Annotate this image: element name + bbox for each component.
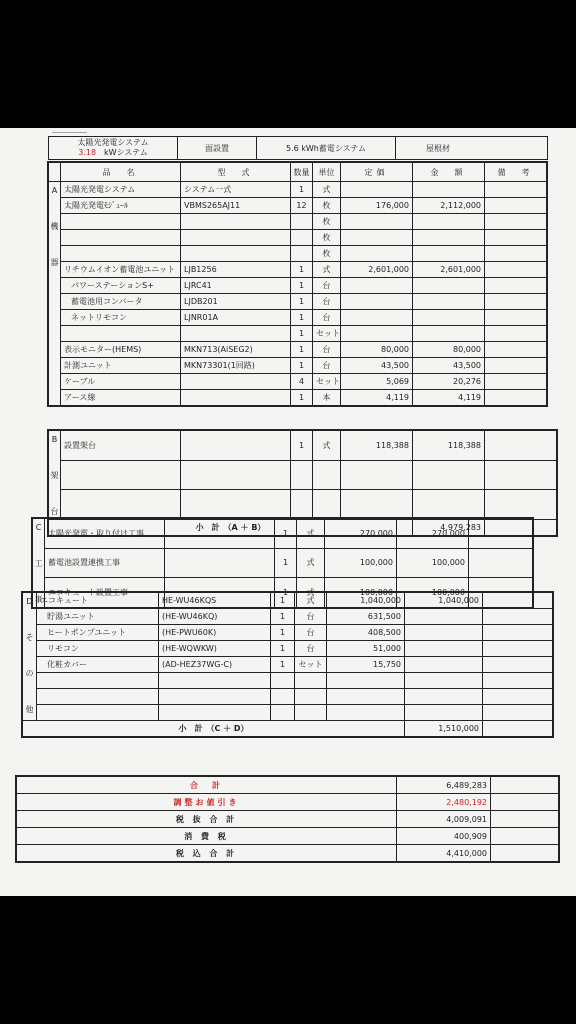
subtotal-value: 4,979,283	[413, 520, 485, 536]
table-row	[49, 390, 547, 406]
table-row	[23, 609, 553, 625]
system-header	[48, 136, 548, 160]
item-name	[61, 246, 181, 262]
table-row	[49, 262, 547, 278]
item-name: エコキュート設置工事	[45, 578, 165, 608]
item-unit: 台	[295, 625, 327, 641]
item-price	[341, 246, 413, 262]
item-price	[341, 326, 413, 342]
item-name	[61, 230, 181, 246]
table-row	[49, 460, 557, 490]
item-unit: 台	[313, 342, 341, 358]
summary-value: 400,909	[397, 828, 491, 845]
col-qty: 数量	[291, 163, 313, 182]
item-notes	[485, 490, 557, 520]
item-qty	[271, 705, 295, 721]
item-model: (HE-WU46KQ)	[159, 609, 271, 625]
item-model	[181, 214, 291, 230]
summary-notes	[491, 794, 559, 811]
item-name: 表示モニター(HEMS)	[61, 342, 181, 358]
item-notes	[485, 262, 547, 278]
table-row	[23, 641, 553, 657]
item-name: 設置架台	[61, 431, 181, 461]
battery-system: 5.6 kWh蓄電システム	[257, 137, 396, 159]
item-price: 51,000	[327, 641, 405, 657]
item-amount	[413, 310, 485, 326]
item-notes	[485, 431, 557, 461]
item-unit: 台	[313, 310, 341, 326]
item-price	[341, 230, 413, 246]
item-model	[181, 460, 291, 490]
item-name: 蓄電池設置連携工事	[45, 548, 165, 578]
summary-value: 2,480,192	[397, 794, 491, 811]
item-amount	[413, 214, 485, 230]
item-price: 100,000	[325, 578, 397, 608]
item-model	[165, 548, 275, 578]
item-name: ヒートポンプユニット	[37, 625, 159, 641]
summary-label: 合 計	[17, 777, 397, 794]
item-amount	[413, 182, 485, 198]
item-name	[61, 214, 181, 230]
item-unit: 枚	[313, 230, 341, 246]
item-qty: 1	[291, 326, 313, 342]
item-model	[159, 673, 271, 689]
system-name: 太陽光発電システム	[77, 138, 149, 147]
item-qty: 12	[291, 198, 313, 214]
section-label-char: の	[25, 669, 34, 678]
item-notes	[483, 625, 553, 641]
item-qty	[271, 673, 295, 689]
item-amount: 100,000	[397, 548, 469, 578]
item-price	[341, 460, 413, 490]
item-price	[341, 278, 413, 294]
item-unit	[295, 673, 327, 689]
col-unit: 単位	[313, 163, 341, 182]
item-price: 80,000	[341, 342, 413, 358]
item-qty: 1	[291, 182, 313, 198]
item-unit: 式	[295, 593, 327, 609]
item-amount	[405, 657, 483, 673]
item-notes	[469, 519, 533, 549]
item-amount: 43,500	[413, 358, 485, 374]
item-notes	[485, 460, 557, 490]
table-row	[23, 657, 553, 673]
item-name: 太陽光発電ﾓｼﾞｭｰﾙ	[61, 198, 181, 214]
item-unit: セット	[313, 326, 341, 342]
table-row	[49, 310, 547, 326]
section-label-char: A	[51, 186, 58, 195]
col-amount: 金 額	[413, 163, 485, 182]
item-notes	[483, 593, 553, 609]
table-row	[49, 374, 547, 390]
item-price: 4,119	[341, 390, 413, 406]
kw-unit: kWシステム	[104, 148, 148, 157]
item-notes	[485, 182, 547, 198]
item-amount	[413, 246, 485, 262]
section-label	[23, 593, 37, 721]
item-model	[181, 490, 291, 520]
item-qty: 4	[291, 374, 313, 390]
item-price: 631,500	[327, 609, 405, 625]
item-price	[327, 689, 405, 705]
item-unit	[313, 460, 341, 490]
item-amount	[413, 490, 485, 520]
item-model: (HE-WQWKW)	[159, 641, 271, 657]
item-qty: 1	[291, 358, 313, 374]
table-row	[49, 278, 547, 294]
section-label	[49, 182, 61, 406]
item-price	[341, 214, 413, 230]
section-label-char: 機	[50, 222, 59, 231]
item-name: 化粧カバー	[37, 657, 159, 673]
item-notes	[485, 374, 547, 390]
roof-material: 屋根材	[426, 143, 450, 153]
item-notes	[485, 294, 547, 310]
item-price: 176,000	[341, 198, 413, 214]
item-qty: 1	[271, 657, 295, 673]
item-qty	[291, 214, 313, 230]
item-model	[181, 390, 291, 406]
item-model: LJB1256	[181, 262, 291, 278]
item-qty	[271, 689, 295, 705]
item-price: 270,000	[325, 519, 397, 549]
item-unit	[295, 705, 327, 721]
item-qty: 1	[291, 278, 313, 294]
table-row	[33, 548, 533, 578]
item-qty: 1	[275, 578, 297, 608]
table-row	[49, 326, 547, 342]
subtotal-label: 小 計 （C ＋ D）	[23, 721, 405, 737]
item-qty	[291, 246, 313, 262]
item-unit: 枚	[313, 214, 341, 230]
item-price: 1,040,000	[327, 593, 405, 609]
item-notes	[485, 214, 547, 230]
item-price: 2,601,000	[341, 262, 413, 278]
item-amount: 4,119	[413, 390, 485, 406]
item-amount	[413, 460, 485, 490]
item-model	[159, 705, 271, 721]
item-notes	[483, 657, 553, 673]
item-amount	[405, 625, 483, 641]
item-price: 118,388	[341, 431, 413, 461]
item-name: リチウムイオン蓄電池ユニット	[61, 262, 181, 278]
item-unit: 式	[297, 578, 325, 608]
item-unit: 式	[313, 431, 341, 461]
table-row	[23, 673, 553, 689]
item-model: LJNR01A	[181, 310, 291, 326]
table-row	[49, 246, 547, 262]
estimate-sheet	[0, 128, 576, 896]
table-row	[49, 294, 547, 310]
item-price	[341, 294, 413, 310]
summary-label: 税 込 合 計	[17, 845, 397, 862]
summary-value: 4,009,091	[397, 811, 491, 828]
item-qty	[291, 490, 313, 520]
item-model: (AD-HEZ37WG-C)	[159, 657, 271, 673]
summary-row	[17, 794, 559, 811]
item-qty: 1	[291, 294, 313, 310]
item-amount: 80,000	[413, 342, 485, 358]
col-notes: 備 考	[485, 163, 547, 182]
item-notes	[483, 609, 553, 625]
item-amount	[405, 705, 483, 721]
col-model: 型 式	[181, 163, 291, 182]
summary-value: 6,489,283	[397, 777, 491, 794]
item-price	[327, 673, 405, 689]
item-unit: 本	[313, 390, 341, 406]
item-amount	[405, 689, 483, 705]
item-name: 蓄電池用コンバータ	[61, 294, 181, 310]
item-model	[181, 230, 291, 246]
item-amount	[405, 673, 483, 689]
item-notes	[485, 198, 547, 214]
table-row	[49, 431, 557, 461]
item-unit: 式	[297, 519, 325, 549]
item-qty	[291, 460, 313, 490]
item-notes	[483, 673, 553, 689]
table-row	[49, 198, 547, 214]
item-unit: 台	[295, 641, 327, 657]
table-row	[49, 214, 547, 230]
item-model	[181, 326, 291, 342]
item-name	[61, 326, 181, 342]
item-price: 408,500	[327, 625, 405, 641]
table-row	[23, 625, 553, 641]
summary-row	[17, 845, 559, 862]
section-d-table	[22, 592, 553, 737]
section-label-char: 器	[50, 258, 59, 267]
item-qty: 1	[291, 342, 313, 358]
item-amount	[413, 278, 485, 294]
item-name: 太陽光発電システム	[61, 182, 181, 198]
section-label-char: B	[51, 435, 58, 444]
item-amount	[405, 641, 483, 657]
item-notes	[485, 358, 547, 374]
section-label-char: そ	[25, 633, 34, 642]
item-amount	[413, 326, 485, 342]
table-row	[23, 593, 553, 609]
summary-row	[17, 811, 559, 828]
item-notes	[485, 230, 547, 246]
item-qty: 1	[291, 262, 313, 278]
item-unit: 式	[313, 182, 341, 198]
subtotal-notes	[483, 721, 553, 737]
summary-notes	[491, 828, 559, 845]
section-label-char: D	[26, 597, 33, 606]
summary-label: 調整お値引き	[17, 794, 397, 811]
item-amount: 100,000	[397, 578, 469, 608]
kw-line	[78, 148, 148, 158]
summary-notes	[491, 777, 559, 794]
item-notes	[483, 641, 553, 657]
item-unit: セット	[313, 374, 341, 390]
item-amount: 2,112,000	[413, 198, 485, 214]
item-notes	[483, 689, 553, 705]
item-notes	[483, 705, 553, 721]
item-price	[341, 182, 413, 198]
item-model: LJDB201	[181, 294, 291, 310]
item-name: ネットリモコン	[61, 310, 181, 326]
item-model: システム一式	[181, 182, 291, 198]
item-qty	[291, 230, 313, 246]
item-price: 100,000	[325, 548, 397, 578]
item-notes	[485, 246, 547, 262]
item-amount	[405, 609, 483, 625]
column-header-row	[49, 163, 547, 182]
item-model	[181, 431, 291, 461]
item-unit: 枚	[313, 198, 341, 214]
summary-row	[17, 777, 559, 794]
item-name: 貯湯ユニット	[37, 609, 159, 625]
item-name: エコキュート	[37, 593, 159, 609]
item-price	[327, 705, 405, 721]
item-model: VBMS265AJ11	[181, 198, 291, 214]
summary-label: 消 費 税	[17, 828, 397, 845]
section-label-char: C	[35, 523, 42, 532]
table-row	[23, 689, 553, 705]
subtotal-label: 小 計 （A ＋ B）	[49, 520, 413, 536]
item-model	[181, 246, 291, 262]
item-amount: 1,040,000	[405, 593, 483, 609]
table-row	[23, 705, 553, 721]
item-name: ケーブル	[61, 374, 181, 390]
section-label	[49, 431, 61, 520]
item-model: LJRC41	[181, 278, 291, 294]
summary-notes	[491, 845, 559, 862]
item-qty: 1	[275, 548, 297, 578]
item-qty: 1	[275, 519, 297, 549]
item-unit: 式	[313, 262, 341, 278]
item-unit: 台	[313, 278, 341, 294]
summary-notes	[491, 811, 559, 828]
item-notes	[485, 310, 547, 326]
item-name: 太陽光発電・取り付け工事	[45, 519, 165, 549]
item-name	[37, 673, 159, 689]
item-amount	[413, 294, 485, 310]
section-label-header	[49, 163, 61, 182]
item-model: MKN73301(1回路)	[181, 358, 291, 374]
item-model: MKN713(AiSEG2)	[181, 342, 291, 358]
section-label-char: 工	[34, 559, 43, 568]
item-name	[37, 705, 159, 721]
item-qty: 1	[271, 641, 295, 657]
col-name: 品 名	[61, 163, 181, 182]
section-label-char: 事	[34, 595, 43, 604]
summary-value: 4,410,000	[397, 845, 491, 862]
item-qty: 1	[291, 390, 313, 406]
item-qty: 1	[271, 609, 295, 625]
item-price: 43,500	[341, 358, 413, 374]
item-name	[61, 460, 181, 490]
install-type: 面設置	[178, 137, 257, 159]
table-row	[33, 519, 533, 549]
table-row	[49, 490, 557, 520]
item-unit	[313, 490, 341, 520]
item-name: リモコン	[37, 641, 159, 657]
item-price: 15,750	[327, 657, 405, 673]
item-notes	[485, 326, 547, 342]
summary-table	[16, 776, 559, 862]
item-name: アース線	[61, 390, 181, 406]
item-unit: 台	[313, 294, 341, 310]
section-a-table	[48, 162, 547, 406]
subtotal-value: 1,510,000	[405, 721, 483, 737]
table-row	[49, 182, 547, 198]
cropped-heading-fragment: ―――――	[52, 128, 87, 136]
item-unit: 式	[297, 548, 325, 578]
summary-label: 税 抜 合 計	[17, 811, 397, 828]
item-unit: 台	[295, 609, 327, 625]
item-model	[165, 519, 275, 549]
item-price	[341, 310, 413, 326]
item-name	[61, 490, 181, 520]
item-notes	[485, 390, 547, 406]
item-amount: 2,601,000	[413, 262, 485, 278]
item-price	[341, 490, 413, 520]
item-unit: 台	[313, 358, 341, 374]
table-row	[49, 342, 547, 358]
item-amount: 270,000	[397, 519, 469, 549]
item-amount	[413, 230, 485, 246]
col-price: 定価	[341, 163, 413, 182]
table-row	[49, 230, 547, 246]
item-model: (HE-PWU60K)	[159, 625, 271, 641]
item-name: パワーステーションS+	[61, 278, 181, 294]
item-notes	[485, 278, 547, 294]
item-price: 5,069	[341, 374, 413, 390]
item-name: 計測ユニット	[61, 358, 181, 374]
item-unit	[295, 689, 327, 705]
item-amount: 118,388	[413, 431, 485, 461]
item-notes	[469, 548, 533, 578]
table-row	[49, 358, 547, 374]
item-qty: 1	[271, 625, 295, 641]
system-summary	[49, 137, 178, 159]
item-unit: 枚	[313, 246, 341, 262]
summary-row	[17, 828, 559, 845]
section-label-char: 台	[50, 507, 59, 516]
item-name	[37, 689, 159, 705]
item-qty: 1	[271, 593, 295, 609]
item-amount: 20,276	[413, 374, 485, 390]
section-label-char: 架	[50, 471, 59, 480]
section-label-char: 他	[25, 705, 34, 714]
item-unit: セット	[295, 657, 327, 673]
kw-value: 3.18	[78, 148, 97, 157]
item-model: HE-WU46KQS	[159, 593, 271, 609]
item-model	[159, 689, 271, 705]
item-qty: 1	[291, 431, 313, 461]
item-model	[181, 374, 291, 390]
item-qty: 1	[291, 310, 313, 326]
item-notes	[485, 342, 547, 358]
subtotal-row	[23, 721, 553, 737]
